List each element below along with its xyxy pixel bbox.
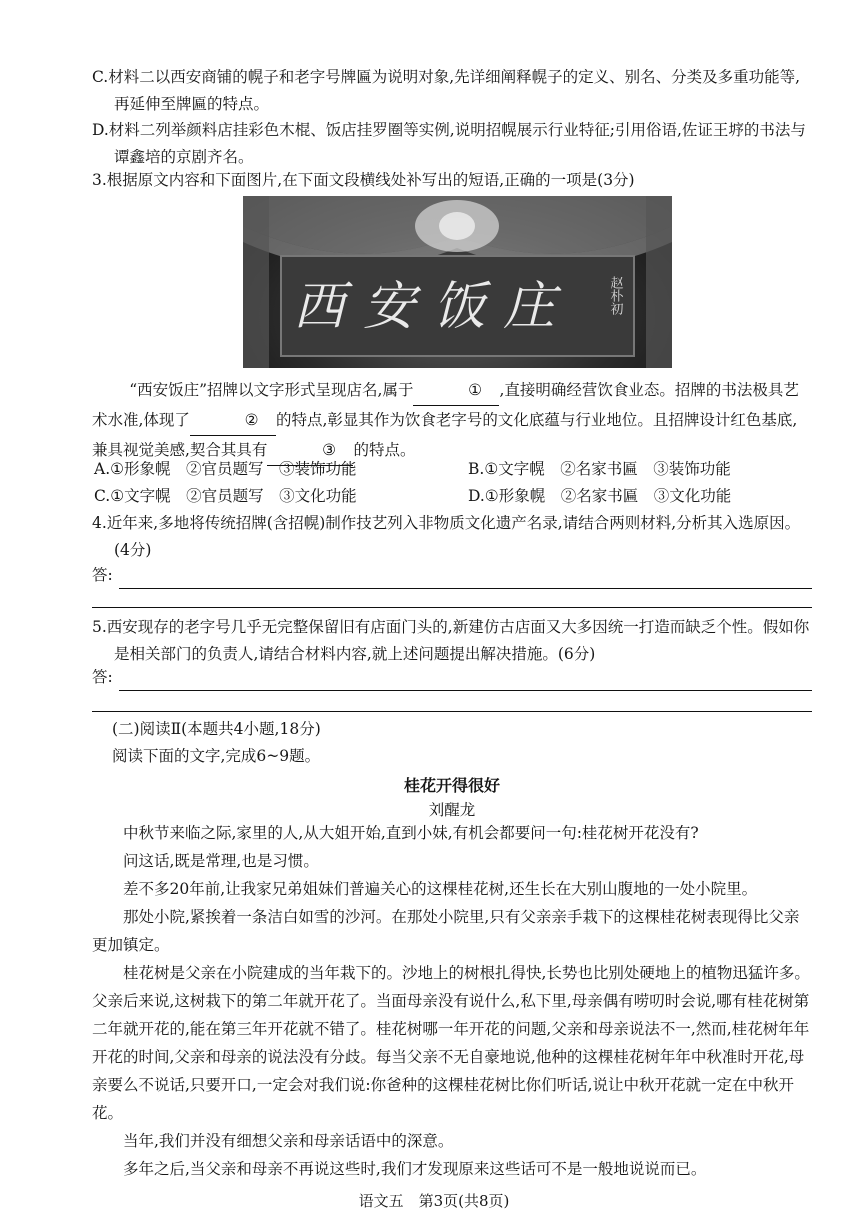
article-paragraph: 中秋节来临之际,家里的人,从大姐开始,直到小妹,有机会都要问一句:桂花树开花没有? xyxy=(123,824,699,842)
section-header: (二)阅读Ⅱ(本题共4小题,18分) xyxy=(112,720,321,738)
section-instruction: 阅读下面的文字,完成6~9题。 xyxy=(112,747,321,765)
article-paragraph: 当年,我们并没有细想父亲和母亲话语中的深意。 xyxy=(123,1132,454,1150)
q2-option-d: D.材料二列举颜料店挂彩色木棍、饭店挂罗圈等实例,说明招幌展示行业特征;引用俗语,佐证王垿的书法与谭鑫培的京剧齐名。 xyxy=(92,121,806,166)
article-body xyxy=(92,819,812,1183)
q5-stem: 5.西安现存的老字号几乎无完整保留旧有店面门头的,新建仿古店面又大多因统一打造而缺乏个性。假如你是相关部门的负责人,请结合材料内容,就上述问题提出解决措施。(6分) xyxy=(92,618,810,663)
q4-answer-label: 答: xyxy=(92,566,113,584)
q3-option-a: A.①形象幌 ②官员题写 ③装饰功能 xyxy=(94,460,357,478)
q3-text-3: 的特点,彰显其作为饮食老字号的文化底蕴与行业地位。且招牌设计红色基底,兼具视觉美感,契合其具有 xyxy=(92,411,798,459)
q2-option-c: C.材料二以西安商铺的幌子和老字号牌匾为说明对象,先详细阐释幌子的定义、别名、分类及多重功能等,再延伸至牌匾的特点。 xyxy=(92,68,801,113)
q4-answer-rule-2 xyxy=(92,606,812,608)
article-paragraph: 问这话,既是常理,也是习惯。 xyxy=(123,852,319,870)
q3-blank-3: ③ xyxy=(267,436,353,466)
q5-answer-rule-2 xyxy=(92,710,812,712)
q4-answer-line[interactable] xyxy=(92,562,812,589)
signboard-illustration xyxy=(243,196,672,368)
q3-text-1: “西安饭庄”招牌以文字形式呈现店名,属于 xyxy=(129,381,414,399)
q3-options xyxy=(92,456,812,510)
page-footer: 语文五 第3页(共8页) xyxy=(358,1192,510,1210)
article-title: 桂花开得很好 xyxy=(403,776,500,795)
article-author: 刘醒龙 xyxy=(428,801,476,819)
q5-answer-line[interactable] xyxy=(92,664,812,691)
q3-text-4: 的特点。 xyxy=(353,441,416,459)
q5-answer-rule xyxy=(119,670,812,691)
article-paragraph: 多年之后,当父亲和母亲不再说这些时,我们才发现原来这些话可不是一般地说说而已。 xyxy=(123,1160,707,1178)
q3-option-d: D.①形象幌 ②名家书匾 ③文化功能 xyxy=(468,487,732,505)
q3-paragraph xyxy=(92,376,812,466)
q3-text-2: ,直接明确经营饮食业态。招牌的书法极具艺术水准,体现了 xyxy=(92,381,799,429)
article-paragraph: 差不多20年前,让我家兄弟姐妹们普遍关心的这棵桂花树,还生长在大别山腹地的一处小院里。 xyxy=(123,880,758,898)
signboard-photo xyxy=(243,196,672,368)
article-paragraph: 那处小院,紧挨着一条洁白如雪的沙河。在那处小院里,只有父亲亲手栽下的这棵桂花树表现得比父亲更加镇定。 xyxy=(92,908,800,954)
q5-answer-label: 答: xyxy=(92,668,113,686)
q3-stem: 3.根据原文内容和下面图片,在下面文段横线处补写出的短语,正确的一项是(3分) xyxy=(92,171,635,189)
q4-answer-rule xyxy=(119,568,812,589)
article-paragraph: 桂花树是父亲在小院建成的当年栽下的。沙地上的树根扎得快,长势也比别处硬地上的植物迅猛许多。父亲后来说,这树栽下的第二年就开花了。当面母亲没有说什么,私下里,母亲偶有唠叨时会说,哪有桂花树第二年就开花的,能在第三年开花就不错了。桂花树哪一年开花的问题,父亲和母亲说法不一,然而,桂花树年年开花的时间,父亲和母亲的说法没有分歧。每当父亲不无自豪地说,他种的这棵桂花树年年中秋准时开花,母亲要么不说话,只要开口,一定会对我们说:你爸种的这棵桂花树比你们听话,说让中秋开花就一定在中秋开花。 xyxy=(92,964,810,1122)
q4-stem: 4.近年来,多地将传统招牌(含招幌)制作技艺列入非物质文化遗产名录,请结合两则材料,分析其入选原因。(4分) xyxy=(92,514,801,559)
q3-blank-1: ① xyxy=(413,376,499,406)
sign-text: 西安饭庄 xyxy=(292,277,574,337)
q3-blank-2: ② xyxy=(190,406,276,436)
q3-option-b: B.①文字幌 ②名家书匾 ③装饰功能 xyxy=(468,460,731,478)
q3-option-c: C.①文字幌 ②官员题写 ③文化功能 xyxy=(94,487,357,505)
sign-signature: 赵朴初 xyxy=(607,276,623,315)
